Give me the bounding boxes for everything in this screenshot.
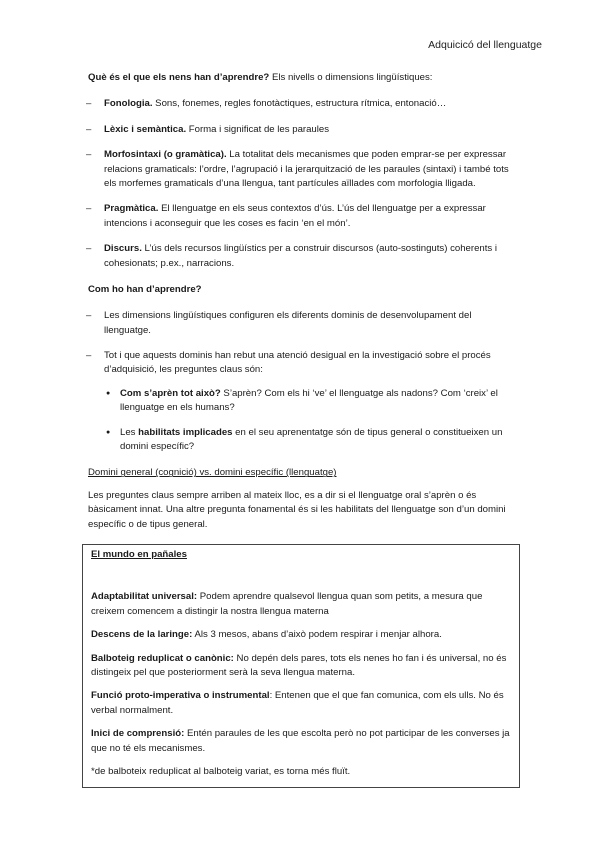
definition-text: El llenguatge en els seus contextos d’ús. L’ús del llenguatge per a expressar intencions i aconseguir que les coses es facin ‘en el món’. [104,203,486,229]
dimensions-list [88,97,514,271]
list-item [88,148,514,191]
definition-text: La totalitat dels mecanismes que poden emprar-se per expressar relacions gramaticals: l’ordre, l’agrupació i la jerarquització de les paraules (sintaxi) i també tots els morfemes gramaticals d’una llengua, tant partícules aïllades com morfologia lligada. [104,149,509,189]
term-pragmatica: Pragmàtica. [104,203,159,215]
box-item-text: Podem aprendre qualsevol llengua quan som petits, a mesura que creixem comencem a distingir la nostra llengua materna [91,591,483,617]
list-item [88,123,514,137]
domain-paragraph: Les preguntes claus sempre arriben al mateix lloc, es a dir si el llenguatge oral s’aprèn o és bàsicament innat. Una altre pregunta fonamental és si les habilitats del llenguatge son d’un domini específic o de tipus general. [88,489,506,530]
box-item-text: Als 3 mesos, abans d’això podem respirar i menjar alhora. [192,629,442,641]
box-item-term: Inici de comprensió: [91,728,185,740]
box-title: El mundo en pañales [91,548,187,560]
page-header-title: Adquicicó del llenguatge [428,39,542,51]
how-list [88,309,514,454]
term-morfosintaxi: Morfosintaxi (o gramàtica). [104,149,227,161]
intro-question: Què és el que els nens han d’aprendre? [88,72,270,83]
box-item-text: : Entenen que el que fan comunica, com els ulls. No és verbal normalment. [91,690,504,716]
term-fonologia: Fonologia. [104,98,153,110]
info-box [82,544,520,788]
box-item-term: Balboteig reduplicat o canònic: [91,652,234,664]
intro-text: Els nivells o dimensions lingüístiques: [269,72,433,83]
box-item [91,590,511,619]
question-term: habilitats implicades [138,426,233,438]
box-item [91,628,511,642]
box-item-term: Funció proto-imperativa o instrumental [91,690,270,702]
how-item-text: Tot i que aquests dominis han rebut una atenció desigual en la investigació sobre el procés d’adquisició, les preguntes claus són: [104,350,491,376]
definition-text: Sons, fonemes, regles fonotàctiques, estructura rítmica, entonació… [152,98,447,110]
box-item [91,652,511,681]
box-note: *de balboteix reduplicat al balboteig variat, es torna més fluït. [91,765,351,777]
box-item [91,727,511,756]
box-item [91,689,511,718]
list-item [104,387,514,416]
definition-text: Forma i significat de les paraules [186,123,330,135]
list-item [104,426,514,455]
list-item [88,202,514,231]
box-item-term: Descens de la laringe: [91,629,193,641]
box-item-text: No depén dels pares, tots els nenes ho fan i és universal, no és distingeix pel que posteriorment serà la seva llengua materna. [91,652,507,678]
intro-paragraph [88,71,514,85]
question-prefix: Les [120,426,139,438]
term-discurs: Discurs. [104,243,142,255]
definition-text: L’ús dels recursos lingüístics per a construir discursos (auto-sostinguts) coherents i cohesionats; p.ex., narracions. [104,243,497,269]
how-item-text: Les dimensions lingüístiques configuren els diferents dominis de desenvolupament del llenguatge. [104,310,472,336]
key-questions-list [104,387,514,455]
list-item [88,309,514,338]
how-heading: Com ho han d’aprendre? [88,283,202,295]
question-text: en el seu aprenentatge són de tipus general o constitueixen un domini específic? [120,426,503,453]
list-item [88,97,514,111]
box-item-text: Entén paraules de les que escolta però no pot participar de les converses ja que no té els mecanismes. [91,728,510,754]
question-text: S’aprèn? Com els hi ‘ve’ el llenguatge als nadons? Com ‘creix’ el llenguatge en els humans? [120,387,498,414]
domain-heading: Domini general (cognició) vs. domini específic (llenguatge) [88,467,337,479]
list-item [88,242,514,271]
list-item [88,349,514,454]
term-lexic: Lèxic i semàntica. [104,123,187,135]
document-body [88,71,514,788]
box-item-term: Adaptabilitat universal: [91,591,198,603]
question-term: Com s’aprèn tot això? [120,387,221,399]
